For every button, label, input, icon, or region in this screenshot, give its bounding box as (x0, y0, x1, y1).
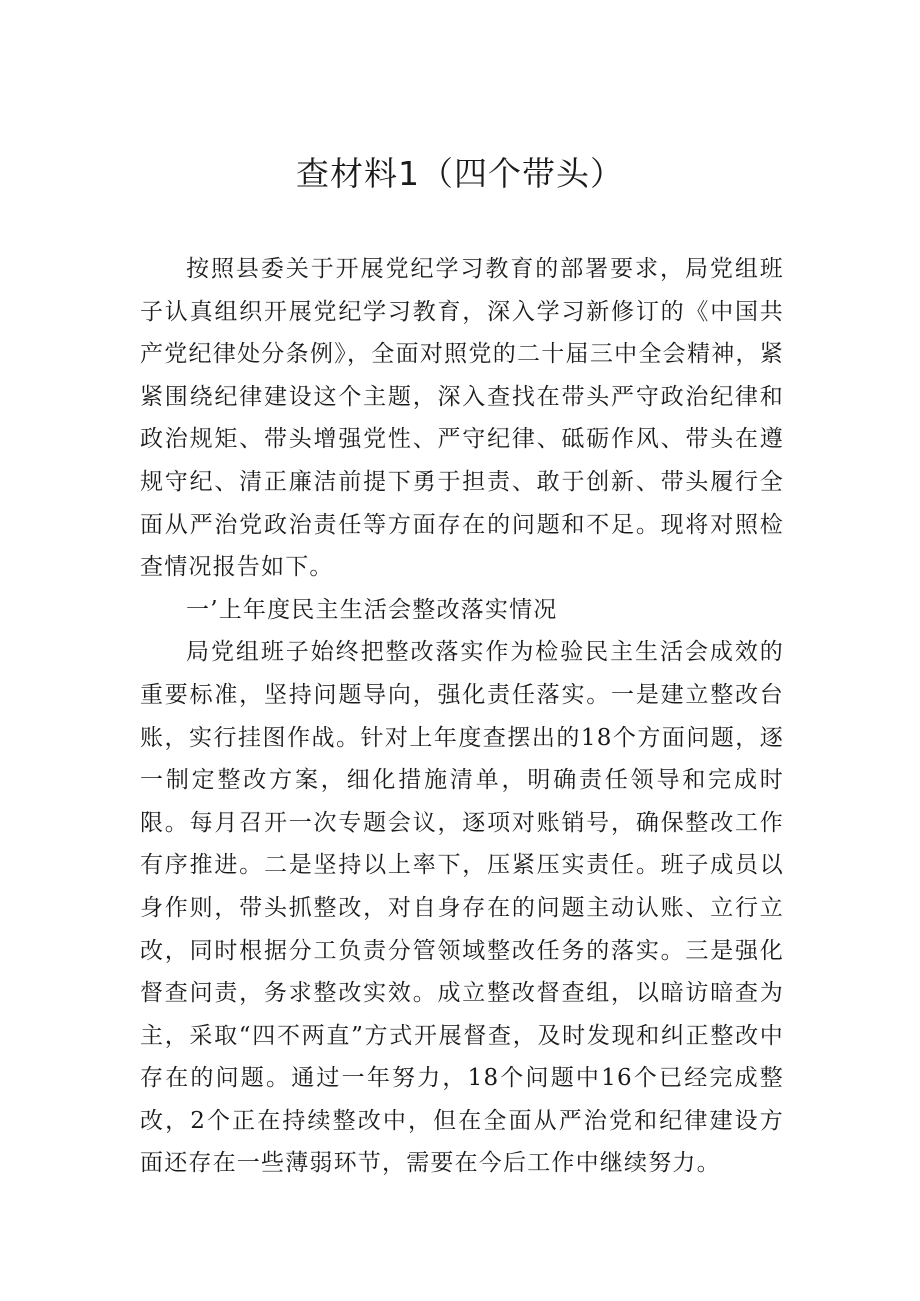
document-body (140, 248, 784, 1185)
document-title: 查材料1（四个带头） (296, 154, 624, 193)
section-heading: 一’上年度民主生活会整改落实情况 (186, 596, 558, 623)
section-paragraph: 局党组班子始终把整改落实作为检验民主生活会成效的重要标准，坚持问题导向，强化责任落实。一是建立整改台账，实行挂图作战。针对上年度查摆出的18个方面问题，逐一制定整改方案，细化措施清单，明确责任领导和完成时限。每月召开一次专题会议，逐项对账销号，确保整改工作有序推进。二是坚持以上率下，压紧压实责任。班子成员以身作则，带头抓整改，对自身存在的问题主动认账、立行立改，同时根据分工负责分管领域整改任务的落实。三是强化督查问责，务求整改实效。成立整改督查组，以暗访暗查为主，采取“四不两直”方式开展督查，及时发现和纠正整改中存在的问题。通过一年努力，18个问题中16个已经完成整改，2个正在持续整改中，但在全面从严治党和纪律建设方面还存在一些薄弱环节，需要在今后工作中继续努力。 (140, 639, 784, 1177)
intro-paragraph: 按照县委关于开展党纪学习教育的部署要求，局党组班子认真组织开展党纪学习教育，深入学习新修订的《中国共产党纪律处分条例》，全面对照党的二十届三中全会精神，紧紧围绕纪律建设这个主题，深入查找在带头严守政治纪律和政治规矩、带头增强党性、严守纪律、砥砺作风、带头在遵规守纪、清正廉洁前提下勇于担责、敢于创新、带头履行全面从严治党政治责任等方面存在的问题和不足。现将对照检查情况报告如下。 (140, 256, 784, 581)
